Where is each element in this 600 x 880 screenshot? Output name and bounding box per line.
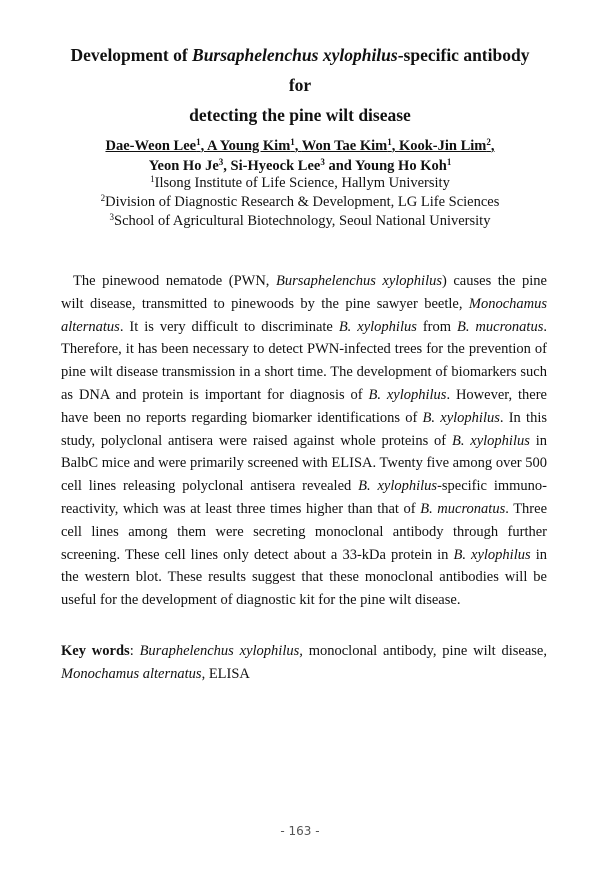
author-affiliation-marker: 1 xyxy=(387,137,392,147)
author-name: Kook-Jin Lim xyxy=(398,138,487,154)
abstract-text: . Three cell lines among them were secreting monoclonal antibody through further screening. These cell lines only detect about a 33-kDa protein in xyxy=(61,500,547,563)
author-separator: , xyxy=(490,138,495,154)
author-affiliation-marker: 3 xyxy=(218,157,224,167)
title-line-2: detecting the pine wilt disease xyxy=(189,105,411,125)
species-name: Bursaphelenchus xylophilus xyxy=(275,273,442,289)
abstract-text: . Therefore, it has been necessary to detect PWN-infected trees for the prevention of pine wilt disease transmission in a short time. The development of biomarkers such as DNA and protein is important for diagnosis of xyxy=(61,318,547,403)
page-number: - 163 - xyxy=(280,824,320,838)
abstract-text: in BalbC mice and were primarily screened with ELISA. Twenty five among over 500 cell lines releasing polyclonal antisera revealed xyxy=(61,432,547,495)
author-name: Won Tae Kim xyxy=(301,138,388,154)
author-name: Young Ho Koh xyxy=(354,158,447,174)
author-separator: , xyxy=(391,138,399,154)
abstract-text: ) causes the pine wilt disease, transmitted to pinewoods by the pine sawyer beetle, xyxy=(61,273,547,312)
abstract-text: . In this study, polyclonal antisera were raised against whole proteins of xyxy=(61,409,547,449)
author-line-1 xyxy=(60,136,540,156)
author-name: Dae-Weon Lee xyxy=(105,138,197,154)
author-affiliation-marker: 1 xyxy=(446,157,452,167)
author-affiliation-marker: 2 xyxy=(486,137,491,147)
species-name: B. mucronatus xyxy=(420,500,506,517)
author-separator: , xyxy=(294,138,302,154)
species-name: B. xylophilus xyxy=(368,386,447,403)
species-name: B. mucronatus xyxy=(456,318,544,335)
title-species: Bursaphelenchus xylophilus xyxy=(192,45,398,65)
keywords-colon: : xyxy=(129,643,140,659)
abstract-text: from xyxy=(416,318,457,335)
species-name: B. xylophilus xyxy=(453,546,531,563)
author-name: Yeon Ho Je xyxy=(148,158,219,174)
author-line-2 xyxy=(60,156,540,176)
keywords-label: Key words xyxy=(61,643,130,659)
keywords-text: monoclonal antibody, pine wilt disease, xyxy=(302,643,547,659)
title-text: Development of xyxy=(70,45,193,65)
author-affiliation-marker: 3 xyxy=(320,157,325,167)
affiliation-marker: 1 xyxy=(150,174,155,184)
affiliation-item xyxy=(60,212,540,231)
author-name: A Young Kim xyxy=(207,138,291,154)
author-separator: , xyxy=(200,138,208,154)
keywords-text: , ELISA xyxy=(201,665,250,682)
keyword-species: Monochamus alternatus xyxy=(61,665,202,682)
affiliation-text: School of Agricultural Biotechnology, Seoul National University xyxy=(114,213,491,229)
abstract-paragraph xyxy=(61,270,547,612)
affiliation-marker: 3 xyxy=(109,212,115,222)
abstract-text: The pinewood nematode (PWN, xyxy=(73,273,276,289)
keyword-species: Buraphelenchus xylophilus, xyxy=(139,643,303,659)
title-text-suffix: -specific antibody for xyxy=(288,45,530,95)
affiliation-text: Division of Diagnostic Research & Development, LG Life Sciences xyxy=(105,194,500,210)
species-name: B. xylophilus xyxy=(358,478,438,495)
species-name: B. xylophilus xyxy=(422,409,500,426)
affiliation-text: Ilsong Institute of Life Science, Hallym University xyxy=(154,175,450,191)
keywords-section xyxy=(61,640,547,686)
abstract-text: . However, there have been no reports regarding biomarker identifications of xyxy=(61,386,547,426)
author-separator: , xyxy=(223,158,231,174)
species-name: B. xylophilus xyxy=(451,432,530,449)
abstract-text: -specific immuno-reactivity, which was at least three times higher than that of xyxy=(61,478,547,517)
author-affiliation-marker: 1 xyxy=(290,137,295,147)
paper-title xyxy=(60,40,540,130)
author-separator: and xyxy=(324,158,355,174)
affiliation-list xyxy=(60,174,540,231)
author-name: Si-Hyeock Lee xyxy=(230,158,321,174)
affiliation-item xyxy=(60,193,540,212)
author-list xyxy=(60,136,540,176)
abstract-text: . It is very difficult to discriminate xyxy=(119,318,339,335)
abstract xyxy=(61,270,547,612)
affiliation-item xyxy=(60,174,540,193)
affiliation-marker: 2 xyxy=(100,193,106,203)
abstract-text: in the western blot. These results suggest that these monoclonal antibodies will be useful for the development of diagnostic kit for the pine wilt disease. xyxy=(61,546,547,609)
author-affiliation-marker: 1 xyxy=(196,137,201,147)
species-name: B. xylophilus xyxy=(338,318,417,335)
species-name: Monochamus alternatus xyxy=(61,295,547,335)
